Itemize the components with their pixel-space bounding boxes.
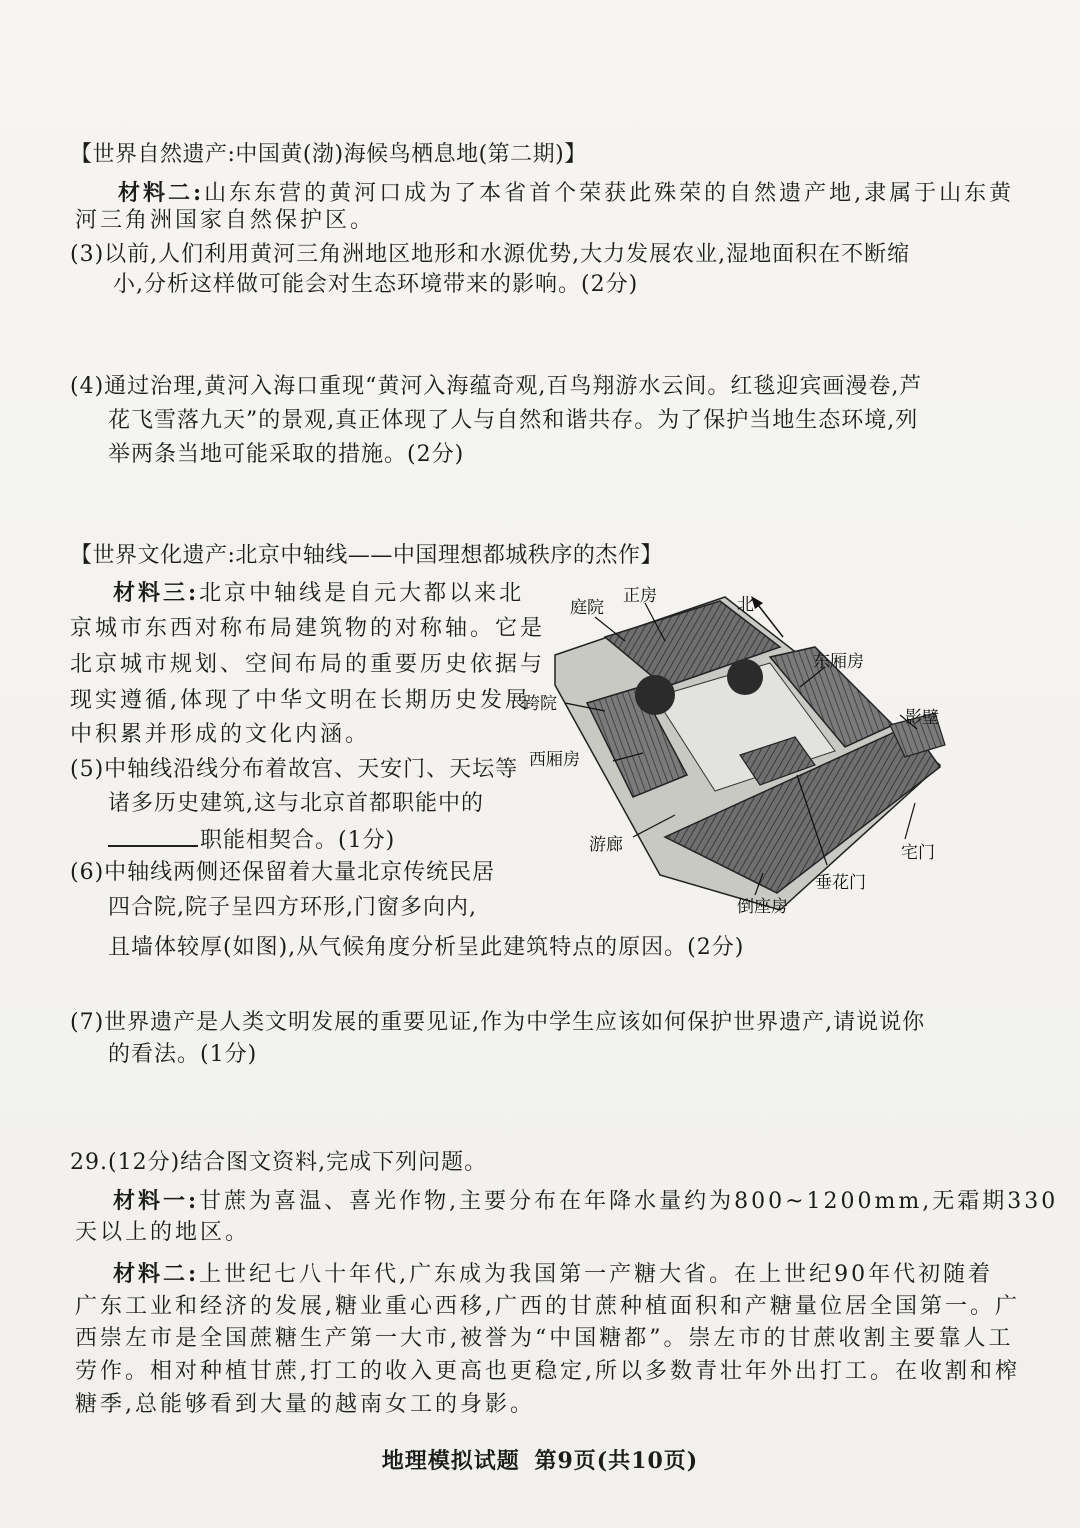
material-2-label: 材料二: [118,180,205,206]
question-4-line3: 举两条当地可能采取的措施。(2分) [108,442,465,467]
question-6-line2: 四合院,院子呈四方环形,门窗多向内, [108,895,477,920]
material-3-line2: 京城市东西对称布局建筑物的对称轴。它是 [70,616,546,641]
q29-material-1-label: 材料一: [113,1188,200,1214]
label-east-wing: 东厢房 [813,652,864,672]
question-7-line1: (7)世界遗产是人类文明发展的重要见证,作为中学生应该如何保护世界遗产,请说说你 [70,1010,926,1035]
question-6-line3: 且墙体较厚(如图),从气候角度分析呈此建筑特点的原因。(2分) [108,935,745,960]
q29-material-2-text [113,1259,993,1290]
material-2-line1: 山东东营的黄河口成为了本省首个荣获此殊荣的自然遗产地,隶属于山东黄 [204,181,1015,206]
question-4-line1: (4)通过治理,黄河入海口重现“黄河入海蕴奇观,百鸟翔游水云间。红毯迎宾画漫卷,芦 [70,374,923,399]
tree [727,659,763,695]
page-footer [0,1444,1080,1475]
material-3-line1: 北京中轴线是自元大都以来北 [199,581,525,606]
question-5-line3 [108,823,395,856]
leader-line [905,803,915,839]
label-main-house: 正房 [623,586,657,606]
q29-material-2-line4: 劳作。相对种植甘蔗,打工的收入更高也更稳定,所以多数青壮年外出打工。在收割和榨 [75,1359,1020,1384]
q29-material-2-line1: 上世纪七八十年代,广东成为我国第一产糖大省。在上世纪90年代初随着 [199,1262,994,1287]
q29-material-1-line2: 天以上的地区。 [75,1220,251,1245]
cultural-heritage-title: 【世界文化遗产:北京中轴线——中国理想都城秩序的杰作】 [70,543,663,568]
label-south-house: 倒座房 [737,897,788,917]
label-courtyard: 庭院 [570,598,604,618]
q29-material-2-label: 材料二: [113,1261,200,1287]
label-west-wing: 西厢房 [529,750,580,770]
q29-material-2-line2: 广东工业和经济的发展,糖业重心西移,广西的甘蔗种植面积和产糖量位居全国第一。广 [75,1294,1020,1319]
label-house-gate: 宅门 [901,843,935,863]
question-4-line2: 花飞雪落九天”的景观,真正体现了人与自然和谐共存。为了保护当地生态环境,列 [108,408,919,433]
footer-subject: 地理模拟试题 [381,1448,520,1474]
label-side-yard: 跨院 [523,694,557,714]
material-2-text [118,178,1014,209]
question-3-line1: (3)以前,人们利用黄河三角洲地区地形和水源优势,大力发展农业,湿地面积在不断缩 [70,242,911,267]
tree [635,675,675,715]
footer-page-number: 第9页(共10页) [534,1448,699,1474]
material-3-line3: 北京城市规划、空间布局的重要历史依据与 [70,652,546,677]
question-6-line1: (6)中轴线两侧还保留着大量北京传统民居 [70,860,496,885]
label-north: 北 [737,595,754,615]
q29-material-1-text [113,1186,1058,1217]
q29-material-2-line3: 西崇左市是全国蔗糖生产第一大市,被誉为“中国糖都”。崇左市的甘蔗收割主要靠人工 [75,1326,1014,1351]
q29-material-2-line5: 糖季,总能够看到大量的越南女工的身影。 [75,1392,535,1417]
label-festooned-gate: 垂花门 [815,873,866,893]
question-5-line3-text: 职能相契合。(1分) [200,828,396,853]
question-7-line2: 的看法。(1分) [108,1042,258,1067]
question-29-header: 29.(12分)结合图文资料,完成下列问题。 [70,1150,488,1175]
material-2-line2: 河三角洲国家自然保护区。 [75,208,376,233]
label-screen-wall: 影壁 [905,708,939,728]
question-5-line1: (5)中轴线沿线分布着故宫、天安门、天坛等 [70,757,519,782]
material-3-text [113,578,524,609]
natural-heritage-title: 【世界自然遗产:中国黄(渤)海候鸟栖息地(第二期)】 [70,142,587,167]
siheyuan-figure [515,575,950,920]
q29-material-1-line1: 甘蔗为喜温、喜光作物,主要分布在年降水量约为800~1200mm,无霜期330 [199,1189,1059,1214]
question-5-line2: 诸多历史建筑,这与北京首都职能中的 [108,791,484,816]
material-3-line4: 现实遵循,体现了中华文明在长期历史发展 [70,688,530,713]
material-3-label: 材料三: [113,580,200,606]
material-3-line5: 中积累并形成的文化内涵。 [70,722,371,747]
question-3-line2: 小,分析这样做可能会对生态环境带来的影响。(2分) [113,272,639,297]
answer-blank [108,823,198,847]
label-corridor: 游廊 [589,835,623,855]
